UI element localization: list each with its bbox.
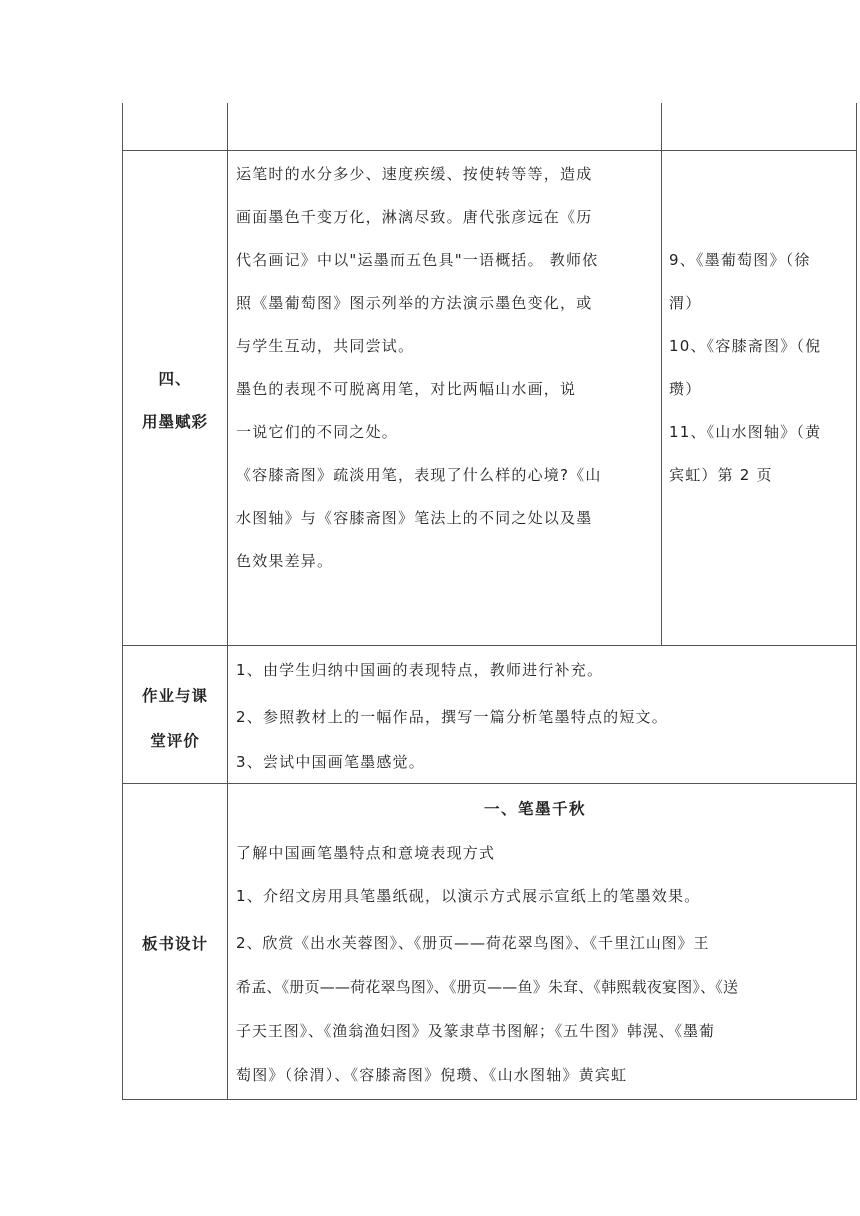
section4-line: 一说它们的不同之处。 [236,423,399,441]
table-row-divider-3 [122,783,857,784]
homework-item: 3、尝试中国画笔墨感觉。 [236,753,425,771]
table-right-border [856,103,857,1100]
resource-line: 瓒） [669,380,702,398]
board-line: 了解中国画笔墨特点和意境表现方式 [236,844,496,862]
section4-label-number: 四、 [158,370,192,388]
section4-line: 墨色的表现不可脱离用笔，对比两幅山水画，说 [236,380,577,398]
resource-line: 9、《墨葡萄图》（徐 [669,251,811,269]
board-label: 板书设计 [141,935,208,953]
table-row-divider-2 [122,645,857,646]
homework-item: 1、由学生归纳中国画的表现特点，教师进行补充。 [236,661,604,679]
board-line: 萄图》（徐渭）、《容膝斋图》倪瓒、《山水图轴》黄宾虹 [236,1066,628,1084]
board-title: 一、笔墨千秋 [484,800,587,818]
homework-item: 2、参照教材上的一幅作品，撰写一篇分析笔墨特点的短文。 [236,708,668,726]
board-line: 子天王图》、《渔翁渔妇图》及篆隶草书图解；《五牛图》韩滉、《墨葡 [236,1022,715,1040]
section4-line: 代名画记》中以"运墨而五色具"一语概括。 教师依 [236,251,599,269]
board-line: 2、欣赏《出水芙蓉图》、《册页——荷花翠鸟图》、《千里江山图》王 [236,934,710,952]
board-line: 1、介绍文房用具笔墨纸砚，以演示方式展示宣纸上的笔墨效果。 [236,887,701,905]
board-line: 希孟、《册页——荷花翠鸟图》、《册页——鱼》朱耷、《韩熙载夜宴图》、《送 [236,978,739,996]
homework-label-line1: 作业与课 [141,687,208,705]
section4-line: 照《墨葡萄图》图示列举的方法演示墨色变化，或 [236,294,593,312]
section4-line: 水图轴》与《容膝斋图》笔法上的不同之处以及墨 [236,509,593,527]
section4-line: 色效果差异。 [236,552,334,570]
section4-line: 运笔时的水分多少、速度疾缓、按使转等等，造成 [236,165,593,183]
section4-line: 《容膝斋图》疏淡用笔，表现了什么样的心境?《山 [236,466,602,484]
section4-line: 与学生互动，共同尝试。 [236,337,415,355]
resource-line: 10、《容膝斋图》（倪 [669,337,822,355]
resource-line: 宾虹）第 2 页 [669,466,773,484]
table-col-divider-2 [661,103,662,645]
homework-label-line2: 堂评价 [150,732,200,750]
table-row-divider-1 [122,150,857,151]
section4-label-title: 用墨赋彩 [141,413,208,431]
resource-line: 11、《山水图轴》（黄 [669,423,822,441]
section4-line: 画面墨色千变万化，淋漓尽致。唐代张彦远在《历 [236,208,593,226]
resource-line: 渭） [669,294,702,312]
table-bottom-border [122,1099,857,1100]
